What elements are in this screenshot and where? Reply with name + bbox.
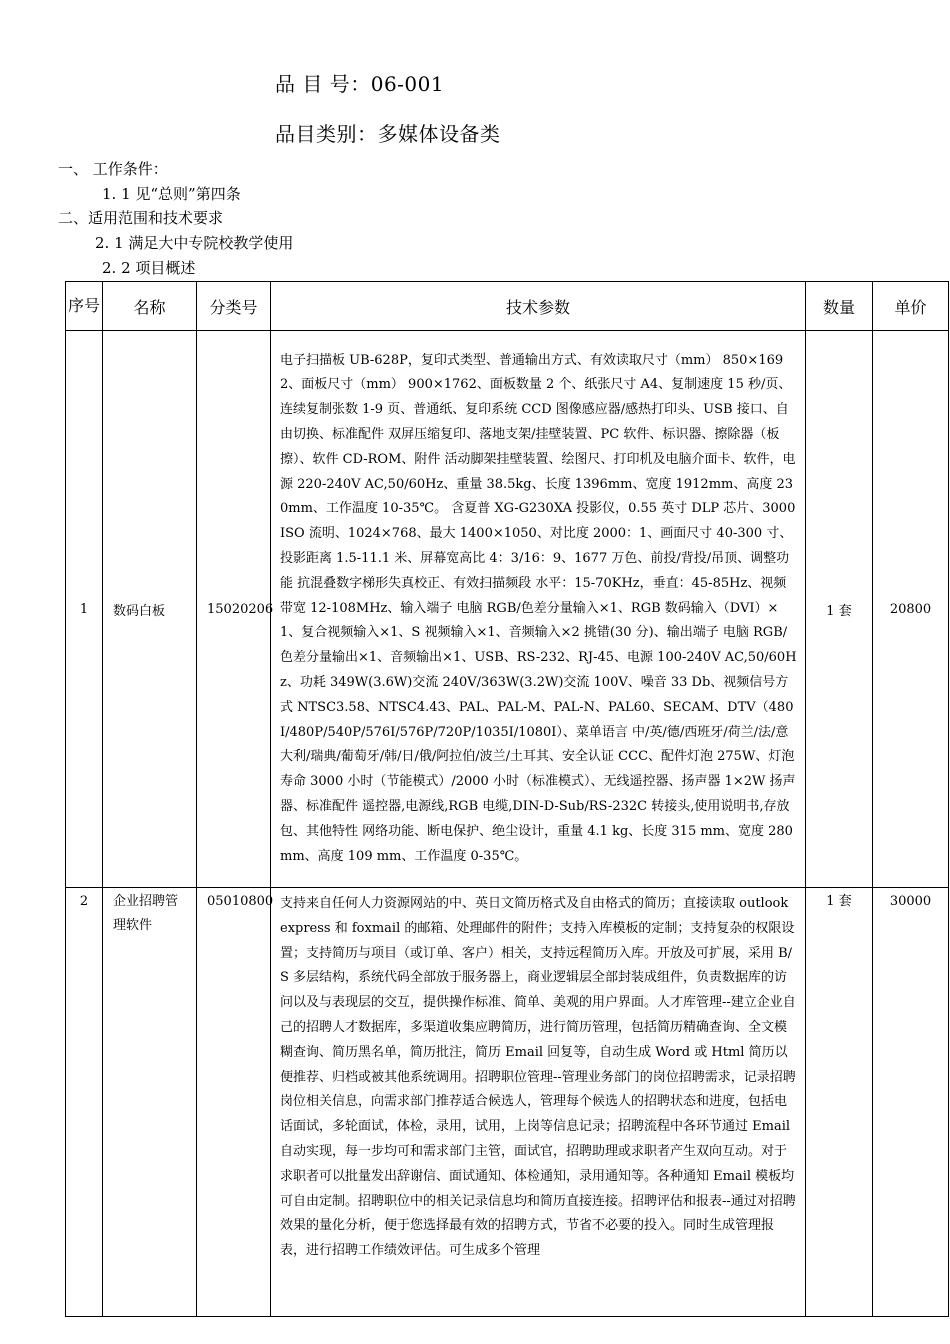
- items-table: [65, 281, 949, 1317]
- section-1-1: 1. 1 见“总则”第四条: [102, 185, 241, 203]
- row-price: 30000: [873, 888, 949, 1317]
- row-seq: 1: [66, 331, 103, 888]
- table-row: [66, 331, 949, 888]
- row-name: 企业招聘管理软件: [103, 888, 197, 1317]
- row-qty: 1 套: [806, 888, 873, 1317]
- item-category-heading: 品目类别：多媒体设备类: [275, 122, 501, 146]
- row-params-text: 支持来自任何人力资源网站的中、英日文简历格式及自由格式的简历；直接读取 outlook express 和 foxmail 的邮箱、处理邮件的附件；支持入库模板的定制；支持复杂的权限设置；支持简历与项目（或订单、客户）相关，支持远程简历入库。开放及可扩展，采用 B/S 多层结构，系统代码全部放于服务器上，商业逻辑层全部封装成组件，负责数据库的访问以及与表现层的交互，提供操作标准、简单、美观的用户界面。人才库管理--建立企业自己的招聘人才数据库，多渠道收集应聘简历，进行简历管理，包括简历精确查询、全文模糊查询、简历黑名单，简历批注，简历 Email 回复等，自动生成 Word 或 Html 简历以便推荐、归档或被其他系统调用。招聘职位管理--管理业务部门的岗位招聘需求，记录招聘岗位相关信息，向需求部门推荐适合候选人，管理每个候选人的招聘状态和进度，包括电话面试，多轮面试，体检，录用，试用，上岗等信息记录；招聘流程中各环节通过 Email 自动实现，每一步均可和需求部门主管，面试官，招聘助理或求职者产生双向互动。对于求职者可以批量发出辞谢信、面试通知、体检通知，录用通知等。各种通知 Email 模板均可自由定制。招聘职位中的相关记录信息均和简历直接连接。招聘评估和报表--通过对招聘效果的量化分析，便于您选择最有效的招聘方式，节省不必要的投入。同时生成管理报表，进行招聘工作绩效评估。可生成多个管理: [280, 896, 796, 1259]
- item-number-heading: 品 目 号：06-001: [275, 72, 445, 96]
- section-2-title: 二、适用范围和技术要求: [58, 209, 224, 227]
- header-price: 单价: [873, 282, 949, 331]
- row-code: 05010800: [197, 888, 271, 1317]
- row-qty: 1 套: [806, 331, 873, 888]
- row-params: 电子扫描板 UB-628P，复印式类型、普通输出方式、有效读取尺寸（mm） 850×1692、面板尺寸（mm） 900×1762、面板数量 2 个、纸张尺寸 A4、复制速度 15 秒/页、连续复制张数 1-9 页、普通纸、复印系统 CCD 图像感应器/感热打印头、USB 接口、自由切换、标准配件 双屏压缩复印、落地支架/挂壁装置、PC 软件、标识器、擦除器（板擦）、软件 CD-ROM、附件 活动脚架挂壁装置、绘图尺、打印机及电脑介面卡、软件，电源 220-240V AC,50/60Hz、重量 38.5kg、长度 1396mm、宽度 1912mm、高度 230mm、工作温度 10-35℃。 含夏普 XG-G230XA 投影仪，0.55 英寸 DLP 芯片、3000ISO 流明、1024×768、最大 1400×1050、对比度 2000：1、画面尺寸 40-300 寸、投影距离 1.5-11.1 米、屏幕宽高比 4：3/16：9、1677 万色、前投/背投/吊顶、调整功能 抗混叠数字梯形失真校正、有效扫描频段 水平：15-70KHz，垂直：45-85Hz、视频带宽 12-108MHz、输入端子 电脑 RGB/色差分量输入×1、RGB 数码输入（DVI）×1、复合视频输入×1、S 视频输入×1、音频输入×2 挑错(30 分)、输出端子 电脑 RGB/色差分量输出×1、音频输出×1、USB、RS-232、RJ-45、电源 100-240V AC,50/60Hz、功耗 349W(3.6W)交流 240V/363W(3.2W)交流 100V、噪音 33 Db、视频信号方式 NTSC3.58、NTSC4.43、PAL、PAL-M、PAL-N、PAL60、SECAM、DTV（480I/480P/540P/576I/576P/720P/1035I/1080I）、菜单语言 中/英/德/西班牙/荷兰/法/意大利/瑞典/葡萄牙/韩/日/俄/阿拉伯/波兰/土耳其、安全认证 CCC、配件灯泡 275W、灯泡寿命 3000 小时（节能模式）/2000 小时（标准模式）、无线遥控器、扬声器 1×2W 扬声器、标准配件 遥控器,电源线,RGB 电缆,DIN-D-Sub/RS-232C 转接头,使用说明书,存放包、其他特性 网络功能、断电保护、绝尘设计，重量 4.1 kg、长度 315 mm、宽度 280 mm、高度 109 mm、工作温度 0-35℃。: [271, 331, 806, 888]
- section-1-title: 一、 工作条件：: [58, 160, 168, 178]
- row-params: [271, 888, 806, 1317]
- header-code: 分类号: [197, 282, 271, 331]
- table-row: [66, 888, 949, 1317]
- row-price: 20800: [873, 331, 949, 888]
- row-seq: 2: [66, 888, 103, 1317]
- header-params: 技术参数: [271, 282, 806, 331]
- row-code: 15020206: [197, 331, 271, 888]
- row-name: 数码白板: [103, 331, 197, 888]
- table-header-row: [66, 282, 949, 331]
- section-2-2: 2. 2 项目概述: [102, 259, 196, 277]
- header-seq: 序号: [66, 282, 103, 331]
- header-qty: 数量: [806, 282, 873, 331]
- header-name: 名称: [103, 282, 197, 331]
- section-2-1: 2. 1 满足大中专院校教学使用: [95, 234, 294, 252]
